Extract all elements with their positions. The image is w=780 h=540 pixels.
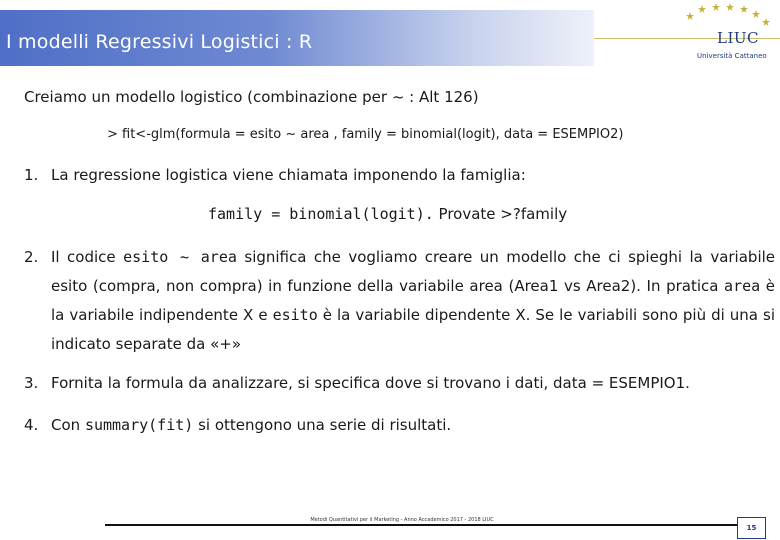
- item-text: è la variabile indipendente X e: [51, 277, 775, 324]
- item-number: 4.: [24, 416, 39, 434]
- item-text: è la variabile dipendente X. Se le variabili sono più di una si indicato separate da «+»: [51, 306, 775, 353]
- logo-name: LIUC: [717, 29, 760, 47]
- item-number: 2.: [24, 248, 39, 266]
- code-summary: summary(fit): [84, 416, 194, 434]
- family-code: family = binomial(logit).: [208, 205, 434, 223]
- item-text: Fornita la formula da analizzare, si specifica dove si trovano i dati, data = ESEMPIO1.: [51, 374, 690, 392]
- code-esito-area: esito ~ area: [123, 248, 237, 266]
- family-line: [208, 205, 567, 223]
- page-number: 15: [737, 517, 766, 539]
- item-number: 3.: [24, 374, 39, 392]
- code-example: > fit<-glm(formula = esito ~ area , family = binomial(logit), data = ESEMPIO2): [107, 127, 624, 142]
- code-area: area: [724, 277, 761, 295]
- item-text: La regressione logistica viene chiamata imponendo la famiglia:: [51, 166, 526, 184]
- intro-text: Creiamo un modello logistico (combinazione per ~ : Alt 126): [24, 88, 479, 106]
- code-esito: esito: [272, 306, 318, 324]
- item-text: Con: [51, 416, 85, 434]
- footer-text: Metodi Quantitativi per il Marketing - Anno Accademico 2017 - 2018 LIUC: [310, 517, 494, 523]
- item-text: Il codice: [51, 248, 124, 266]
- family-hint: Provate >?family: [433, 205, 568, 223]
- slide-title: I modelli Regressivi Logistici : R: [6, 31, 313, 53]
- item-text: si ottengono una serie di risultati.: [193, 416, 452, 434]
- stars-icon: [680, 2, 780, 32]
- item-number: 1.: [24, 166, 39, 184]
- liuc-logo: [680, 2, 780, 64]
- item-text: significa che vogliamo creare un modello che ci spieghi la variabile esito (compra, non compra) in funzione della variabile area (Area1 vs Area2). In pratica: [51, 248, 776, 295]
- footer-divider: [105, 524, 737, 526]
- logo-subtitle: Università Cattaneo: [697, 52, 767, 60]
